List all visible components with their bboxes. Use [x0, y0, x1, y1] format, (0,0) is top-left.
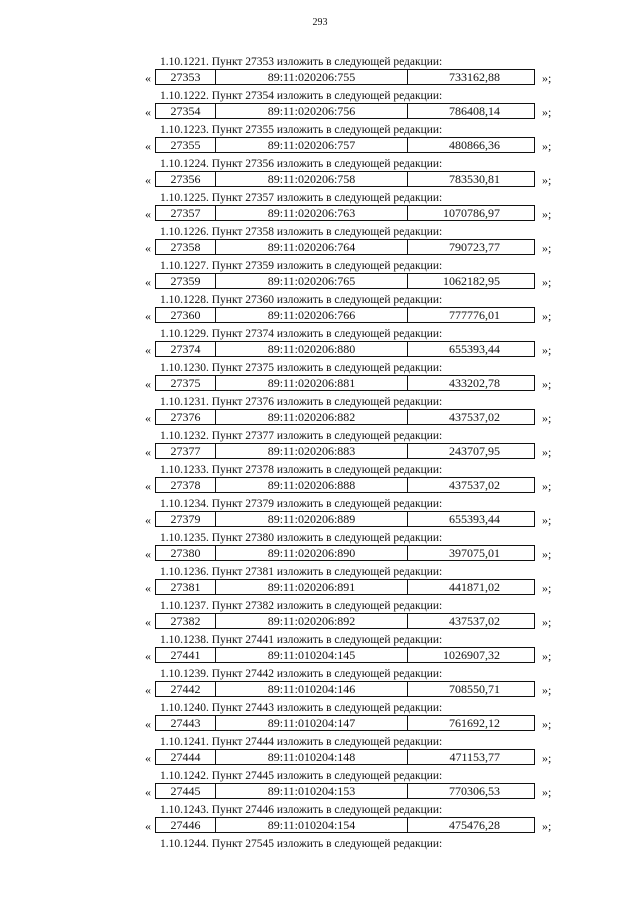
cadastral-number-cell: 89:11:010204:148: [216, 750, 408, 764]
value-cell: 243707,95: [449, 444, 500, 458]
amendment-entry: [0, 430, 640, 464]
close-quote: »;: [542, 479, 552, 493]
close-quote: »;: [542, 547, 552, 561]
cadastral-number-cell: 89:11:010204:145: [216, 648, 408, 662]
item-number-cell: 27359: [156, 274, 216, 288]
amendment-entry: [0, 328, 640, 362]
table-row: [0, 511, 640, 529]
value-cell: 1026907,32: [443, 648, 500, 662]
amendment-entry: [0, 770, 640, 804]
amendment-entry: [0, 158, 640, 192]
value-cell: 777776,01: [449, 308, 500, 322]
table-row: [0, 409, 640, 427]
amendment-heading: 1.10.1239. Пункт 27442 изложить в следующей редакции:: [160, 668, 443, 680]
amendment-entry: [0, 226, 640, 260]
amendment-heading: 1.10.1242. Пункт 27445 изложить в следующей редакции:: [160, 770, 443, 782]
table-row: [0, 817, 640, 835]
cadastral-number-cell: 89:11:020206:757: [216, 138, 408, 152]
table-row: [0, 137, 640, 155]
row-cells: [155, 69, 535, 85]
amendment-entry: [0, 56, 640, 90]
table-row: [0, 273, 640, 291]
amendment-heading: 1.10.1227. Пункт 27359 изложить в следующей редакции:: [160, 260, 443, 272]
item-number-cell: 27360: [156, 308, 216, 322]
table-row: [0, 715, 640, 733]
row-cells: [155, 783, 535, 799]
item-number-cell: 27381: [156, 580, 216, 594]
open-quote: «: [145, 683, 151, 697]
row-cells: [155, 171, 535, 187]
amendment-list: [0, 56, 640, 850]
amendment-heading: 1.10.1226. Пункт 27358 изложить в следующей редакции:: [160, 226, 443, 238]
cadastral-number-cell: 89:11:020206:880: [216, 342, 408, 356]
cadastral-number-cell: 89:11:020206:764: [216, 240, 408, 254]
cadastral-number-cell: 89:11:010204:146: [216, 682, 408, 696]
amendment-heading: 1.10.1240. Пункт 27443 изложить в следующей редакции:: [160, 702, 443, 714]
item-number-cell: 27445: [156, 784, 216, 798]
open-quote: «: [145, 309, 151, 323]
table-row: [0, 341, 640, 359]
value-cell: 471153,77: [449, 750, 500, 764]
value-cell: 437537,02: [449, 478, 500, 492]
value-cell: 397075,01: [449, 546, 500, 560]
amendment-heading: 1.10.1238. Пункт 27441 изложить в следующей редакции:: [160, 634, 443, 646]
close-quote: »;: [542, 173, 552, 187]
close-quote: »;: [542, 275, 552, 289]
open-quote: «: [145, 411, 151, 425]
row-cells: [155, 749, 535, 765]
table-row: [0, 613, 640, 631]
close-quote: »;: [542, 309, 552, 323]
open-quote: «: [145, 173, 151, 187]
table-row: [0, 647, 640, 665]
cadastral-number-cell: 89:11:020206:891: [216, 580, 408, 594]
item-number-cell: 27375: [156, 376, 216, 390]
open-quote: «: [145, 513, 151, 527]
item-number-cell: 27446: [156, 818, 216, 832]
item-number-cell: 27443: [156, 716, 216, 730]
cadastral-number-cell: 89:11:020206:766: [216, 308, 408, 322]
item-number-cell: 27441: [156, 648, 216, 662]
item-number-cell: 27442: [156, 682, 216, 696]
item-number-cell: 27377: [156, 444, 216, 458]
amendment-entry: [0, 260, 640, 294]
row-cells: [155, 613, 535, 629]
item-number-cell: 27382: [156, 614, 216, 628]
amendment-entry: [0, 702, 640, 736]
amendment-heading: 1.10.1233. Пункт 27378 изложить в следующей редакции:: [160, 464, 443, 476]
value-cell: 437537,02: [449, 614, 500, 628]
row-cells: [155, 273, 535, 289]
amendment-heading: 1.10.1232. Пункт 27377 изложить в следующей редакции:: [160, 430, 443, 442]
open-quote: «: [145, 377, 151, 391]
value-cell: 441871,02: [449, 580, 500, 594]
open-quote: «: [145, 785, 151, 799]
open-quote: «: [145, 139, 151, 153]
item-number-cell: 27358: [156, 240, 216, 254]
cadastral-number-cell: 89:11:020206:888: [216, 478, 408, 492]
amendment-entry: [0, 498, 640, 532]
row-cells: [155, 681, 535, 697]
table-row: [0, 69, 640, 87]
amendment-entry: [0, 396, 640, 430]
table-row: [0, 239, 640, 257]
item-number-cell: 27379: [156, 512, 216, 526]
amendment-entry: [0, 736, 640, 770]
item-number-cell: 27353: [156, 70, 216, 84]
amendment-heading-final: 1.10.1244. Пункт 27545 изложить в следующей редакции:: [160, 838, 443, 850]
row-cells: [155, 647, 535, 663]
value-cell: 761692,12: [449, 716, 500, 730]
close-quote: »;: [542, 411, 552, 425]
close-quote: »;: [542, 717, 552, 731]
row-cells: [155, 409, 535, 425]
table-row: [0, 783, 640, 801]
close-quote: »;: [542, 683, 552, 697]
row-cells: [155, 205, 535, 221]
close-quote: »;: [542, 343, 552, 357]
open-quote: «: [145, 717, 151, 731]
value-cell: 783530,81: [449, 172, 500, 186]
amendment-entry: [0, 362, 640, 396]
open-quote: «: [145, 71, 151, 85]
row-cells: [155, 103, 535, 119]
close-quote: »;: [542, 751, 552, 765]
open-quote: «: [145, 275, 151, 289]
amendment-entry: [0, 668, 640, 702]
cadastral-number-cell: 89:11:020206:881: [216, 376, 408, 390]
amendment-heading: 1.10.1234. Пункт 27379 изложить в следующей редакции:: [160, 498, 443, 510]
item-number-cell: 27357: [156, 206, 216, 220]
amendment-heading: 1.10.1237. Пункт 27382 изложить в следующей редакции:: [160, 600, 443, 612]
open-quote: «: [145, 207, 151, 221]
table-row: [0, 579, 640, 597]
open-quote: «: [145, 343, 151, 357]
value-cell: 1070786,97: [443, 206, 500, 220]
amendment-entry: [0, 294, 640, 328]
cadastral-number-cell: 89:11:010204:147: [216, 716, 408, 730]
cadastral-number-cell: 89:11:020206:890: [216, 546, 408, 560]
close-quote: »;: [542, 241, 552, 255]
open-quote: «: [145, 649, 151, 663]
table-row: [0, 477, 640, 495]
item-number-cell: 27354: [156, 104, 216, 118]
open-quote: «: [145, 581, 151, 595]
value-cell: 480866,36: [449, 138, 500, 152]
cadastral-number-cell: 89:11:020206:892: [216, 614, 408, 628]
row-cells: [155, 715, 535, 731]
cadastral-number-cell: 89:11:020206:758: [216, 172, 408, 186]
table-row: [0, 171, 640, 189]
cadastral-number-cell: 89:11:020206:763: [216, 206, 408, 220]
row-cells: [155, 443, 535, 459]
amendment-heading: 1.10.1223. Пункт 27355 изложить в следующей редакции:: [160, 124, 443, 136]
close-quote: »;: [542, 581, 552, 595]
open-quote: «: [145, 615, 151, 629]
amendment-entry: [0, 192, 640, 226]
item-number-cell: 27380: [156, 546, 216, 560]
amendment-heading: 1.10.1224. Пункт 27356 изложить в следующей редакции:: [160, 158, 443, 170]
row-cells: [155, 375, 535, 391]
table-row: [0, 103, 640, 121]
amendment-heading: 1.10.1229. Пункт 27374 изложить в следующей редакции:: [160, 328, 443, 340]
value-cell: 475476,28: [449, 818, 500, 832]
row-cells: [155, 239, 535, 255]
value-cell: 790723,77: [449, 240, 500, 254]
amendment-entry: [0, 464, 640, 498]
close-quote: »;: [542, 819, 552, 833]
amendment-heading: 1.10.1222. Пункт 27354 изложить в следующей редакции:: [160, 90, 443, 102]
table-row: [0, 307, 640, 325]
item-number-cell: 27378: [156, 478, 216, 492]
row-cells: [155, 477, 535, 493]
close-quote: »;: [542, 139, 552, 153]
item-number-cell: 27444: [156, 750, 216, 764]
value-cell: 655393,44: [449, 512, 500, 526]
amendment-heading: 1.10.1243. Пункт 27446 изложить в следующей редакции:: [160, 804, 443, 816]
value-cell: 655393,44: [449, 342, 500, 356]
row-cells: [155, 817, 535, 833]
amendment-entry: [0, 124, 640, 158]
open-quote: «: [145, 547, 151, 561]
value-cell: 437537,02: [449, 410, 500, 424]
value-cell: 786408,14: [449, 104, 500, 118]
table-row: [0, 205, 640, 223]
value-cell: 708550,71: [449, 682, 500, 696]
amendment-entry: [0, 532, 640, 566]
cadastral-number-cell: 89:11:020206:756: [216, 104, 408, 118]
close-quote: »;: [542, 649, 552, 663]
row-cells: [155, 545, 535, 561]
amendment-heading: 1.10.1228. Пункт 27360 изложить в следующей редакции:: [160, 294, 443, 306]
row-cells: [155, 137, 535, 153]
amendment-heading: 1.10.1241. Пункт 27444 изложить в следующей редакции:: [160, 736, 443, 748]
item-number-cell: 27376: [156, 410, 216, 424]
cadastral-number-cell: 89:11:010204:154: [216, 818, 408, 832]
close-quote: »;: [542, 445, 552, 459]
cadastral-number-cell: 89:11:020206:765: [216, 274, 408, 288]
close-quote: »;: [542, 105, 552, 119]
open-quote: «: [145, 105, 151, 119]
open-quote: «: [145, 819, 151, 833]
row-cells: [155, 511, 535, 527]
open-quote: «: [145, 241, 151, 255]
amendment-heading: 1.10.1230. Пункт 27375 изложить в следующей редакции:: [160, 362, 443, 374]
amendment-heading: 1.10.1231. Пункт 27376 изложить в следующей редакции:: [160, 396, 443, 408]
table-row: [0, 749, 640, 767]
cadastral-number-cell: 89:11:020206:883: [216, 444, 408, 458]
table-row: [0, 375, 640, 393]
close-quote: »;: [542, 513, 552, 527]
close-quote: »;: [542, 377, 552, 391]
amendment-entry: [0, 90, 640, 124]
item-number-cell: 27374: [156, 342, 216, 356]
row-cells: [155, 341, 535, 357]
value-cell: 733162,88: [449, 70, 500, 84]
table-row: [0, 545, 640, 563]
amendment-heading: 1.10.1235. Пункт 27380 изложить в следующей редакции:: [160, 532, 443, 544]
page-number: 293: [312, 17, 328, 28]
amendment-entry: [0, 634, 640, 668]
value-cell: 1062182,95: [443, 274, 500, 288]
close-quote: »;: [542, 615, 552, 629]
table-row: [0, 443, 640, 461]
cadastral-number-cell: 89:11:020206:882: [216, 410, 408, 424]
cadastral-number-cell: 89:11:020206:755: [216, 70, 408, 84]
open-quote: «: [145, 479, 151, 493]
item-number-cell: 27356: [156, 172, 216, 186]
amendment-entry: [0, 566, 640, 600]
value-cell: 433202,78: [449, 376, 500, 390]
row-cells: [155, 579, 535, 595]
row-cells: [155, 307, 535, 323]
item-number-cell: 27355: [156, 138, 216, 152]
amendment-entry: [0, 600, 640, 634]
cadastral-number-cell: 89:11:010204:153: [216, 784, 408, 798]
value-cell: 770306,53: [449, 784, 500, 798]
cadastral-number-cell: 89:11:020206:889: [216, 512, 408, 526]
amendment-heading: 1.10.1236. Пункт 27381 изложить в следующей редакции:: [160, 566, 443, 578]
amendment-heading: 1.10.1221. Пункт 27353 изложить в следующей редакции:: [160, 56, 443, 68]
open-quote: «: [145, 751, 151, 765]
close-quote: »;: [542, 207, 552, 221]
table-row: [0, 681, 640, 699]
close-quote: »;: [542, 785, 552, 799]
amendment-entry: [0, 804, 640, 838]
open-quote: «: [145, 445, 151, 459]
amendment-heading: 1.10.1225. Пункт 27357 изложить в следующей редакции:: [160, 192, 443, 204]
close-quote: »;: [542, 71, 552, 85]
